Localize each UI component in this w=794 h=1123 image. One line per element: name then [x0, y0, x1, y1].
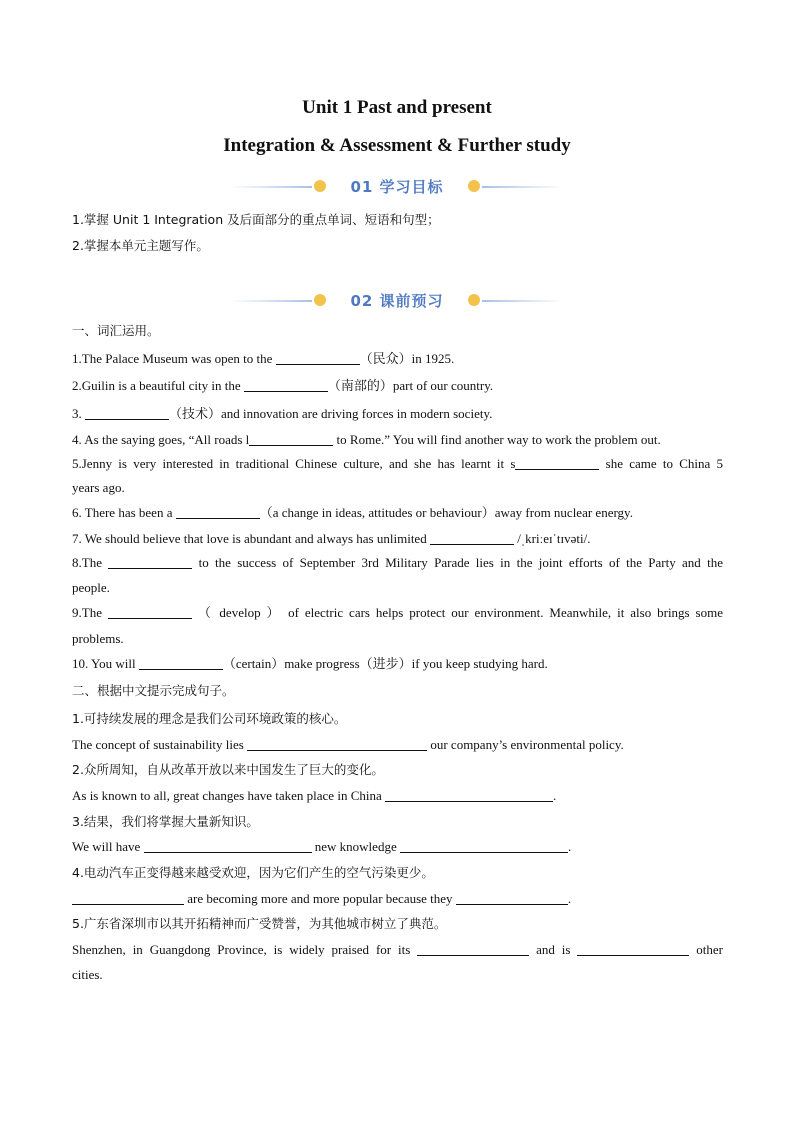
question-8: 8.The to the success of September 3rd Military Parade lies in the joint efforts of the Party and the	[72, 555, 723, 570]
question-5-continued: years ago.	[72, 480, 125, 495]
sentence-4-chinese: 4.电动汽车正变得越来越受欢迎，因为它们产生的空气污染更少。	[72, 865, 434, 880]
section-header-preview	[230, 291, 564, 311]
answer-blank[interactable]	[72, 890, 184, 905]
sentence-1-english: The concept of sustainability lies our company’s environmental policy.	[72, 737, 624, 752]
answer-blank[interactable]	[144, 838, 312, 853]
divider-line-right	[482, 300, 564, 302]
question-5: 5.Jenny is very interested in traditional Chinese culture, and she has learnt it s she came to China 5	[72, 456, 723, 471]
answer-blank[interactable]	[577, 941, 689, 956]
question-4: 4. As the saying goes, “All roads l to Rome.” You will find another way to work the problem out.	[72, 432, 661, 447]
answer-blank[interactable]	[249, 431, 333, 446]
answer-blank[interactable]	[108, 554, 192, 569]
answer-blank[interactable]	[385, 787, 553, 802]
answer-blank[interactable]	[400, 838, 568, 853]
section-label: 01 学习目标	[350, 178, 444, 196]
sentence-2-chinese: 2.众所周知，自从改革开放以来中国发生了巨大的变化。	[72, 762, 384, 777]
part-heading-sentences: 二、根据中文提示完成句子。	[72, 683, 235, 698]
objective-item: 1.掌握 Unit 1 Integration 及后面部分的重点单词、短语和句型；	[72, 212, 440, 227]
answer-blank[interactable]	[417, 941, 529, 956]
answer-blank[interactable]	[176, 504, 260, 519]
title-line-2: Integration & Assessment & Further study	[223, 135, 571, 156]
question-3: 3. （技术）and innovation are driving forces in modern society.	[72, 406, 493, 421]
sentence-5-continued: cities.	[72, 967, 103, 982]
section-label: 02 课前预习	[350, 292, 444, 310]
sentence-5-english: Shenzhen, in Guangdong Province, is widely praised for its and is other	[72, 942, 723, 957]
dot-icon	[468, 294, 480, 306]
objective-item: 2.掌握本单元主题写作。	[72, 238, 209, 253]
question-2: 2.Guilin is a beautiful city in the （南部的）part of our country.	[72, 378, 494, 393]
dot-icon	[468, 180, 480, 192]
question-8-continued: people.	[72, 580, 110, 595]
sentence-5-chinese: 5.广东省深圳市以其开拓精神而广受赞誉，为其他城市树立了典范。	[72, 916, 447, 931]
answer-blank[interactable]	[244, 377, 328, 392]
part-heading-vocabulary: 一、词汇运用。	[72, 323, 160, 338]
sentence-1-chinese: 1.可持续发展的理念是我们公司环境政策的核心。	[72, 711, 347, 726]
answer-blank[interactable]	[247, 736, 427, 751]
sentence-3-chinese: 3.结果，我们将掌握大量新知识。	[72, 814, 259, 829]
question-1: 1.The Palace Museum was open to the （民众）in 1925.	[72, 351, 455, 366]
answer-blank[interactable]	[456, 890, 568, 905]
divider-line-right	[482, 186, 564, 188]
answer-blank[interactable]	[276, 350, 360, 365]
question-6: 6. There has been a （a change in ideas, attitudes or behaviour）away from nuclear energy.	[72, 505, 633, 520]
answer-blank[interactable]	[108, 604, 192, 619]
question-10: 10. You will （certain）make progress（进步）if you keep studying hard.	[72, 656, 548, 671]
answer-blank[interactable]	[139, 655, 223, 670]
answer-blank[interactable]	[85, 405, 169, 420]
question-9-continued: problems.	[72, 631, 124, 646]
sentence-2-english: As is known to all, great changes have taken place in China .	[72, 788, 557, 803]
title-line-1: Unit 1 Past and present	[302, 97, 492, 118]
sentence-4-english: are becoming more and more popular because they .	[72, 886, 723, 911]
question-7: 7. We should believe that love is abundant and always has unlimited /ˌkriːeɪˈtɪvəti/.	[72, 531, 591, 546]
section-header-objectives	[230, 177, 564, 197]
answer-blank[interactable]	[430, 530, 514, 545]
question-9: 9.The （ develop ） of electric cars helps protect our environment. Meanwhile, it also brings some	[72, 605, 723, 620]
sentence-3-english: We will have new knowledge .	[72, 839, 572, 854]
answer-blank[interactable]	[515, 455, 599, 470]
